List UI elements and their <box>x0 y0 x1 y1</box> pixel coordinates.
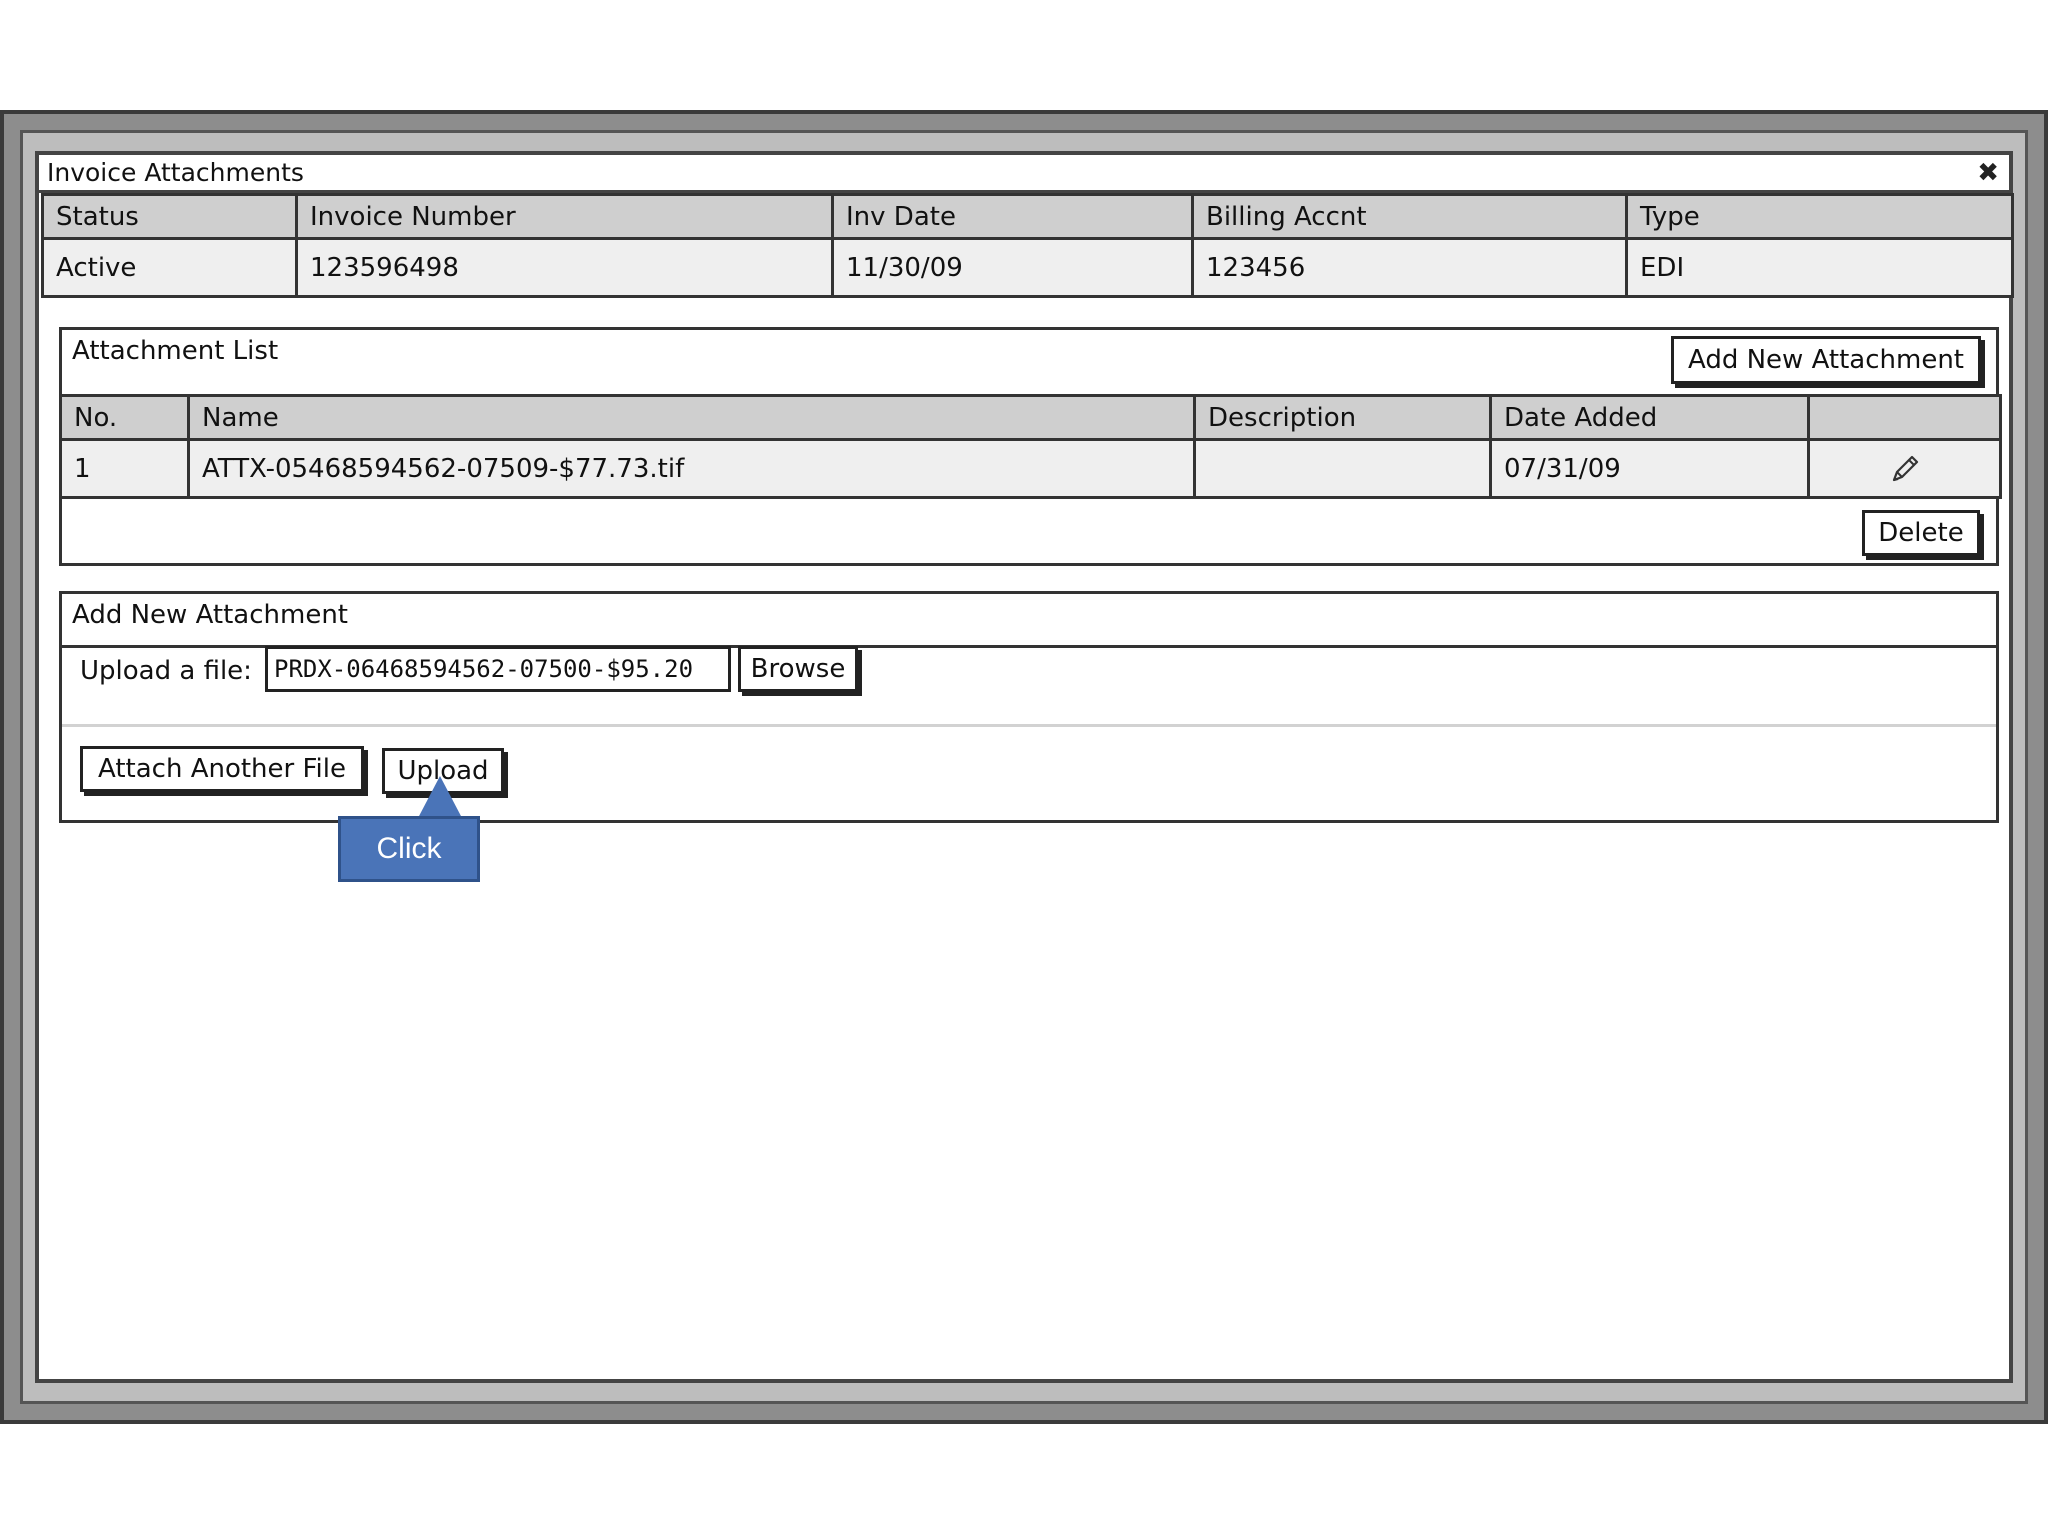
click-callout: Click <box>338 816 480 882</box>
pencil-edit-icon[interactable] <box>1888 452 1922 486</box>
col-name: Name <box>189 396 1195 440</box>
col-no: No. <box>61 396 189 440</box>
row-action-cell <box>1809 440 2001 498</box>
file-path-input[interactable] <box>265 646 731 692</box>
attachment-list-panel <box>59 327 1999 566</box>
browse-button[interactable]: Browse <box>738 646 858 692</box>
value-type: EDI <box>1627 239 2013 297</box>
row-description <box>1195 440 1491 498</box>
invoice-header-table <box>41 193 2014 298</box>
add-attachment-panel <box>59 591 1999 823</box>
invoice-attachments-window <box>35 151 2013 1383</box>
value-status: Active <box>43 239 297 297</box>
add-attachment-header <box>62 594 1996 648</box>
device-frame <box>0 110 2048 1424</box>
window-title-bar <box>39 155 2009 193</box>
value-inv-date: 11/30/09 <box>833 239 1193 297</box>
invoice-header-row <box>43 195 2013 239</box>
header-status: Status <box>43 195 297 239</box>
section-divider <box>62 724 1996 727</box>
row-date-added: 07/31/09 <box>1491 440 1809 498</box>
col-description: Description <box>1195 396 1491 440</box>
device-bezel <box>20 130 2028 1404</box>
attachment-table <box>59 394 2002 499</box>
header-invoice-number: Invoice Number <box>297 195 833 239</box>
value-invoice-number: 123596498 <box>297 239 833 297</box>
invoice-values-row <box>43 239 2013 297</box>
header-inv-date: Inv Date <box>833 195 1193 239</box>
header-billing-accnt: Billing Accnt <box>1193 195 1627 239</box>
delete-button[interactable]: Delete <box>1862 510 1980 556</box>
row-name: ATTX-05468594562-07509-$77.73.tif <box>189 440 1195 498</box>
add-new-attachment-button[interactable]: Add New Attachment <box>1671 336 1981 384</box>
value-billing-accnt: 123456 <box>1193 239 1627 297</box>
header-type: Type <box>1627 195 2013 239</box>
table-row[interactable] <box>61 440 2001 498</box>
row-no: 1 <box>61 440 189 498</box>
add-attachment-title: Add New Attachment <box>72 600 348 630</box>
attachment-table-header <box>61 396 2001 440</box>
attach-another-file-button[interactable]: Attach Another File <box>80 746 364 792</box>
close-icon[interactable]: ✖ <box>1977 158 1999 188</box>
callout-pointer <box>418 776 462 818</box>
upload-file-label: Upload a file: <box>80 656 252 686</box>
window-title: Invoice Attachments <box>47 158 304 187</box>
attachment-list-title: Attachment List <box>72 336 279 366</box>
col-actions <box>1809 396 2001 440</box>
col-date-added: Date Added <box>1491 396 1809 440</box>
upload-button[interactable]: Upload <box>382 748 504 794</box>
